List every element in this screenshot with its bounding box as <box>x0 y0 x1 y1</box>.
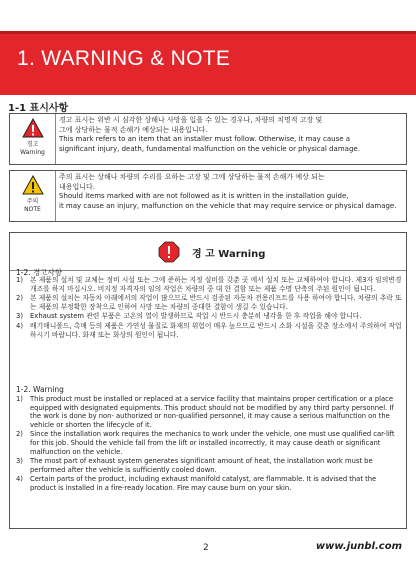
note-icon-column <box>10 171 56 221</box>
page-title: 1. WARNING & NOTE <box>17 47 231 70</box>
note-label-ko: 주의 <box>26 198 39 205</box>
warning-icon-column <box>10 114 56 164</box>
note-definition-text <box>59 173 403 211</box>
note-line: 내용입니다. <box>59 182 96 191</box>
list-item <box>16 475 402 492</box>
ko-section-title: 1-2. 경고사항 <box>16 268 62 277</box>
item-text: Exhaust system 관련 부품은 고온의 열이 발생하므로 작업 시 반드시 충분히 냉각을 한 후 작업을 해야 합니다. <box>30 312 362 321</box>
warning-banner-text: 경 고 Warning <box>192 249 266 260</box>
page-number: 2 <box>203 543 209 553</box>
warning-banner <box>10 233 406 271</box>
item-number: 2) <box>16 294 23 303</box>
list-item <box>16 294 402 311</box>
warning-details-box <box>9 232 407 529</box>
ko-warning-list <box>16 276 402 340</box>
warning-label-ko: 경고 <box>26 141 39 148</box>
section-title: 1-1 표시사항 <box>8 103 69 114</box>
warning-line: This mark refers to an item that an installer must follow. Otherwise, it may cause a <box>59 135 351 144</box>
item-text: The most part of exhaust system generates significant amount of heat, the installation work must be performed after the vehicle is sufficiently cooled down. <box>30 457 373 474</box>
note-line: it may cause an injury, malfunction on the vehicle that may require service or physical damage. <box>59 201 397 210</box>
note-line: Should items marked with are not followed as it is written in the installation guide, <box>59 192 349 201</box>
item-number: 4) <box>16 475 23 484</box>
item-number: 4) <box>16 321 23 330</box>
page-header <box>0 31 416 95</box>
list-item <box>16 322 402 339</box>
item-text: 배기매니폴드, 촉매 등의 제품은 가연성 물질로 화재의 위험이 매우 높으므로 반드시 소화 시설을 갖춘 장소에서 주의하여 작업하시기 바랍니다. 화재 또는 화상의 원인이 됩니다. <box>30 321 402 339</box>
item-number: 1) <box>16 395 23 403</box>
footer-url[interactable]: www.junbl.com <box>315 541 402 552</box>
stop-sign-icon <box>158 241 180 263</box>
item-text: 본 제품의 설치 및 교체는 정비 시설 또는 그에 준하는 지정 설비를 갖춘 곳 에서 설치 또는 교체하여야 합니다. 제3자 임의변경 개조를 하지 마십시오. 비지정 자격자의 임의 작업은 차량의 중 대 한 결함 또는 제품 수명 단축의 주된 원인이 됩니다. <box>30 276 402 293</box>
warning-definition-box <box>9 113 407 165</box>
note-line: 주의 표시는 상해나 차량의 수리를 요하는 고장 및 그에 상당하는 물적 손해가 예상 되는 <box>59 173 325 181</box>
warning-line: 경고 표시는 위반 시 심각한 상해나 사망을 입을 수 있는 경우나, 차량의 치명적 고장 및 <box>59 116 323 124</box>
caution-triangle-icon <box>22 175 44 195</box>
list-item <box>16 395 402 429</box>
warning-line: significant injury, death, fundamental malfunction on the vehicle or physical damage. <box>59 144 360 153</box>
warning-definition-text <box>59 116 403 154</box>
list-item <box>16 276 402 293</box>
list-item <box>16 430 402 456</box>
note-definition-box <box>9 170 407 222</box>
item-number: 3) <box>16 457 23 466</box>
item-number: 2) <box>16 430 23 439</box>
note-label-en: NOTE <box>24 206 41 213</box>
item-text: Since the installation work requires the mechanics to work under the vehicle, one must use qualified car-lift for this job. Should the vehicle fall from the lift or installed incorrectly, it may cause death or significant malfunction on the vehicle. <box>30 430 395 456</box>
list-item <box>16 312 402 321</box>
warning-line: 그에 상당하는 물적 손해가 예상되는 내용입니다. <box>59 125 208 134</box>
item-text: Certain parts of the product, including exhaust manifold catalyst, are flammable. It is advised that the product is installed in a fire-ready location. Fire may cause burn on your skin. <box>30 475 377 492</box>
en-warning-list <box>16 395 402 494</box>
item-text: This product must be installed or replaced at a service facility that maintains proper certification or a place equipped with designated equipments. This product should not be modified by any third party personnel. If the work is done by non- authorized or non-qualified personnel, it may cause a serious malfunction on the vehicle or shorten the lifecycle of it. <box>30 395 394 429</box>
warning-label-en: Warning <box>20 149 45 156</box>
item-number: 1) <box>16 276 23 284</box>
item-number: 3) <box>16 312 23 321</box>
warning-triangle-icon <box>22 118 44 138</box>
list-item <box>16 457 402 474</box>
item-text: 본 제품의 설치는 자동차 아래에서의 작업이 많으므로 반드시 검증된 자동차 전용리프트를 사용 하여야 합니다. 차량의 추락 또는 제품의 부정확한 장착으로 인하여 사망 또는 차량의 중대한 결함이 생길 수 있습니다. <box>30 294 402 311</box>
en-section-title: 1-2. Warning <box>16 385 64 394</box>
